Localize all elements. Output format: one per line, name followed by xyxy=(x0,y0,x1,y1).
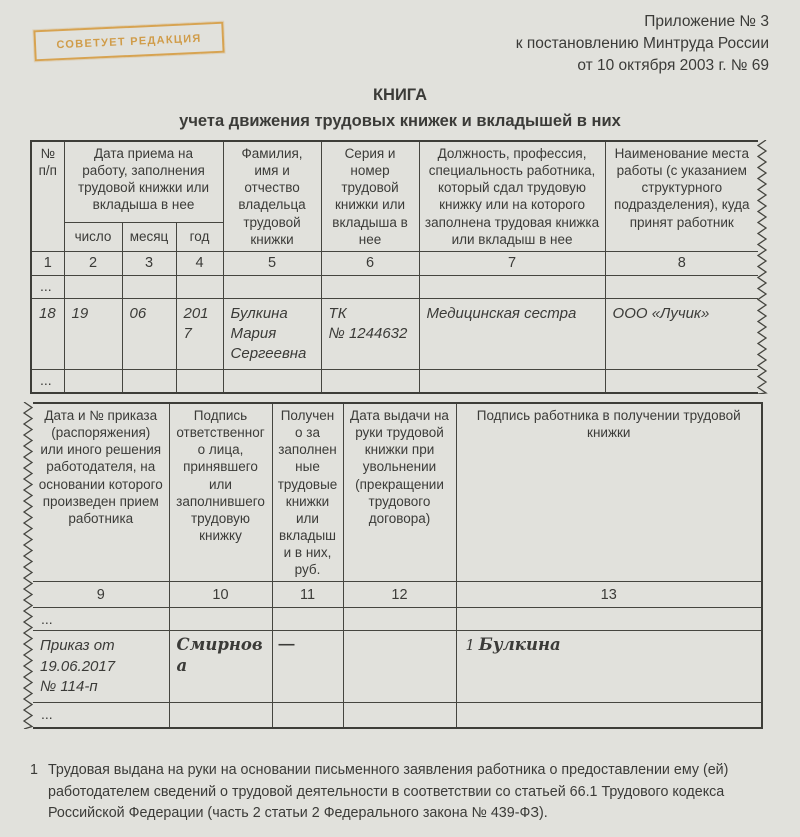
t2-colnum: 12 xyxy=(343,582,456,608)
ellipsis-cell: ... xyxy=(31,275,64,298)
empty-cell xyxy=(419,275,605,298)
t1-colnum: 7 xyxy=(419,251,605,275)
appendix-line: к постановлению Минтруда России xyxy=(515,35,769,52)
empty-cell xyxy=(456,703,762,728)
empty-cell xyxy=(272,608,343,631)
table-row xyxy=(33,631,762,703)
t1-colnum: 6 xyxy=(321,251,419,275)
empty-cell xyxy=(321,370,419,393)
t1-header-year: год xyxy=(176,222,223,251)
t1-header-month: месяц xyxy=(122,222,176,251)
table-row xyxy=(31,275,758,298)
t1-colnum: 1 xyxy=(31,251,64,275)
empty-cell xyxy=(64,275,122,298)
t2-colnum: 11 xyxy=(272,582,343,608)
empty-cell xyxy=(64,370,122,393)
t2-header-issue-date: Дата выдачи на руки трудовой книжки при увольнении (прекращении трудового договора) xyxy=(343,403,456,582)
t2-header-received: Получено за заполненные трудовые книжки или вкладыши в них, руб. xyxy=(272,403,343,582)
empty-cell xyxy=(343,703,456,728)
t1-header-day: число xyxy=(64,222,122,251)
footnote xyxy=(30,760,736,825)
ellipsis-cell: ... xyxy=(33,608,169,631)
t2-cell-issue-date xyxy=(343,631,456,703)
empty-cell xyxy=(321,275,419,298)
t1-colnum: 4 xyxy=(176,251,223,275)
empty-cell xyxy=(169,703,272,728)
t2-header-order: Дата и № приказа (распоряжения) или иного решения работодателя, на основании которого произведен прием работника xyxy=(33,403,169,582)
empty-cell xyxy=(605,275,758,298)
t1-cell-month: 06 xyxy=(122,298,176,370)
appendix-line: Приложение № 3 xyxy=(644,13,769,30)
empty-cell xyxy=(176,275,223,298)
t2-cell-order: Приказ от 19.06.2017 № 114-п xyxy=(33,631,169,703)
empty-cell xyxy=(223,275,321,298)
appendix-reference xyxy=(516,11,769,77)
footnote-text: Трудовая выдана на руки на основании письменного заявления работника о предоставлении ему (ей) работодателем сведений о трудовой деятельности в соответствии со статьей 66.1 Трудового кодекса Российской Федерации (часть 2 статьи 2 Федерального закона № 439-ФЗ). xyxy=(48,762,729,821)
empty-cell xyxy=(122,370,176,393)
footnote-marker: 1 xyxy=(30,762,38,778)
t2-cell-responsible-signature xyxy=(169,631,272,703)
document-title-block xyxy=(0,86,800,131)
employee-signature: Булкина xyxy=(478,635,561,655)
empty-cell xyxy=(272,703,343,728)
t1-cell-no: 18 xyxy=(31,298,64,370)
t2-cell-employee-signature xyxy=(456,631,762,703)
empty-cell xyxy=(223,370,321,393)
t1-cell-owner: Булкина Мария Сергеевна xyxy=(223,298,321,370)
t1-colnum: 8 xyxy=(605,251,758,275)
empty-cell xyxy=(122,275,176,298)
t2-header-responsible-signature: Подпись ответственного лица, принявшего или заполнившего трудовую книжку xyxy=(169,403,272,582)
t1-header-date-group: Дата приема на работу, заполнения трудовой книжки или вкладыша в нее xyxy=(64,141,223,222)
t1-header-owner: Фамилия, имя и отчество владельца трудовой книжки xyxy=(223,141,321,251)
page-subtitle: учета движения трудовых книжек и вкладышей в них xyxy=(179,112,621,130)
page-title: КНИГА xyxy=(372,86,428,104)
empty-cell xyxy=(343,608,456,631)
t1-cell-day: 19 xyxy=(64,298,122,370)
t1-colnum: 2 xyxy=(64,251,122,275)
footnote-reference: 1 xyxy=(465,638,475,655)
empty-cell xyxy=(169,608,272,631)
empty-cell xyxy=(419,370,605,393)
empty-cell xyxy=(456,608,762,631)
table-row xyxy=(33,608,762,631)
t1-header-workplace: Наименование места работы (с указанием структурного подразделения), куда принят работник xyxy=(605,141,758,251)
register-table-right-page xyxy=(21,402,763,729)
table-row xyxy=(33,703,762,728)
empty-cell xyxy=(176,370,223,393)
t2-colnum: 13 xyxy=(456,582,762,608)
register-table-2 xyxy=(33,402,763,729)
t2-header-employee-signature: Подпись работника в получении трудовой книжки xyxy=(456,403,762,582)
editorial-stamp-label: СОВЕТУЕТ РЕДАКЦИЯ xyxy=(56,32,202,51)
table-row xyxy=(31,370,758,393)
register-table-1 xyxy=(30,140,758,394)
t1-cell-year: 2017 xyxy=(176,298,223,370)
t2-cell-received: — xyxy=(272,631,343,703)
t1-header-position: Должность, профессия, специальность работника, который сдал трудовую книжку или на которого заполнена трудовая книжка или вкладыш в нее xyxy=(419,141,605,251)
register-table-left-page xyxy=(30,140,758,394)
table-row xyxy=(31,298,758,370)
t2-colnum: 9 xyxy=(33,582,169,608)
t1-colnum: 3 xyxy=(122,251,176,275)
t1-header-series: Серия и номер трудовой книжки или вкладыша в нее xyxy=(321,141,419,251)
t1-header-no: № п/п xyxy=(31,141,64,251)
editorial-stamp xyxy=(33,22,224,62)
appendix-line: от 10 октября 2003 г. № 69 xyxy=(577,57,769,74)
ellipsis-cell: ... xyxy=(31,370,64,393)
ellipsis-cell: ... xyxy=(33,703,169,728)
t2-colnum: 10 xyxy=(169,582,272,608)
t1-colnum: 5 xyxy=(223,251,321,275)
responsible-signature: Смирнова xyxy=(176,635,263,676)
t1-cell-position: Медицинская сестра xyxy=(419,298,605,370)
t1-cell-workplace: ООО «Лучик» xyxy=(605,298,758,370)
t1-cell-series: ТК № 1244632 xyxy=(321,298,419,370)
empty-cell xyxy=(605,370,758,393)
